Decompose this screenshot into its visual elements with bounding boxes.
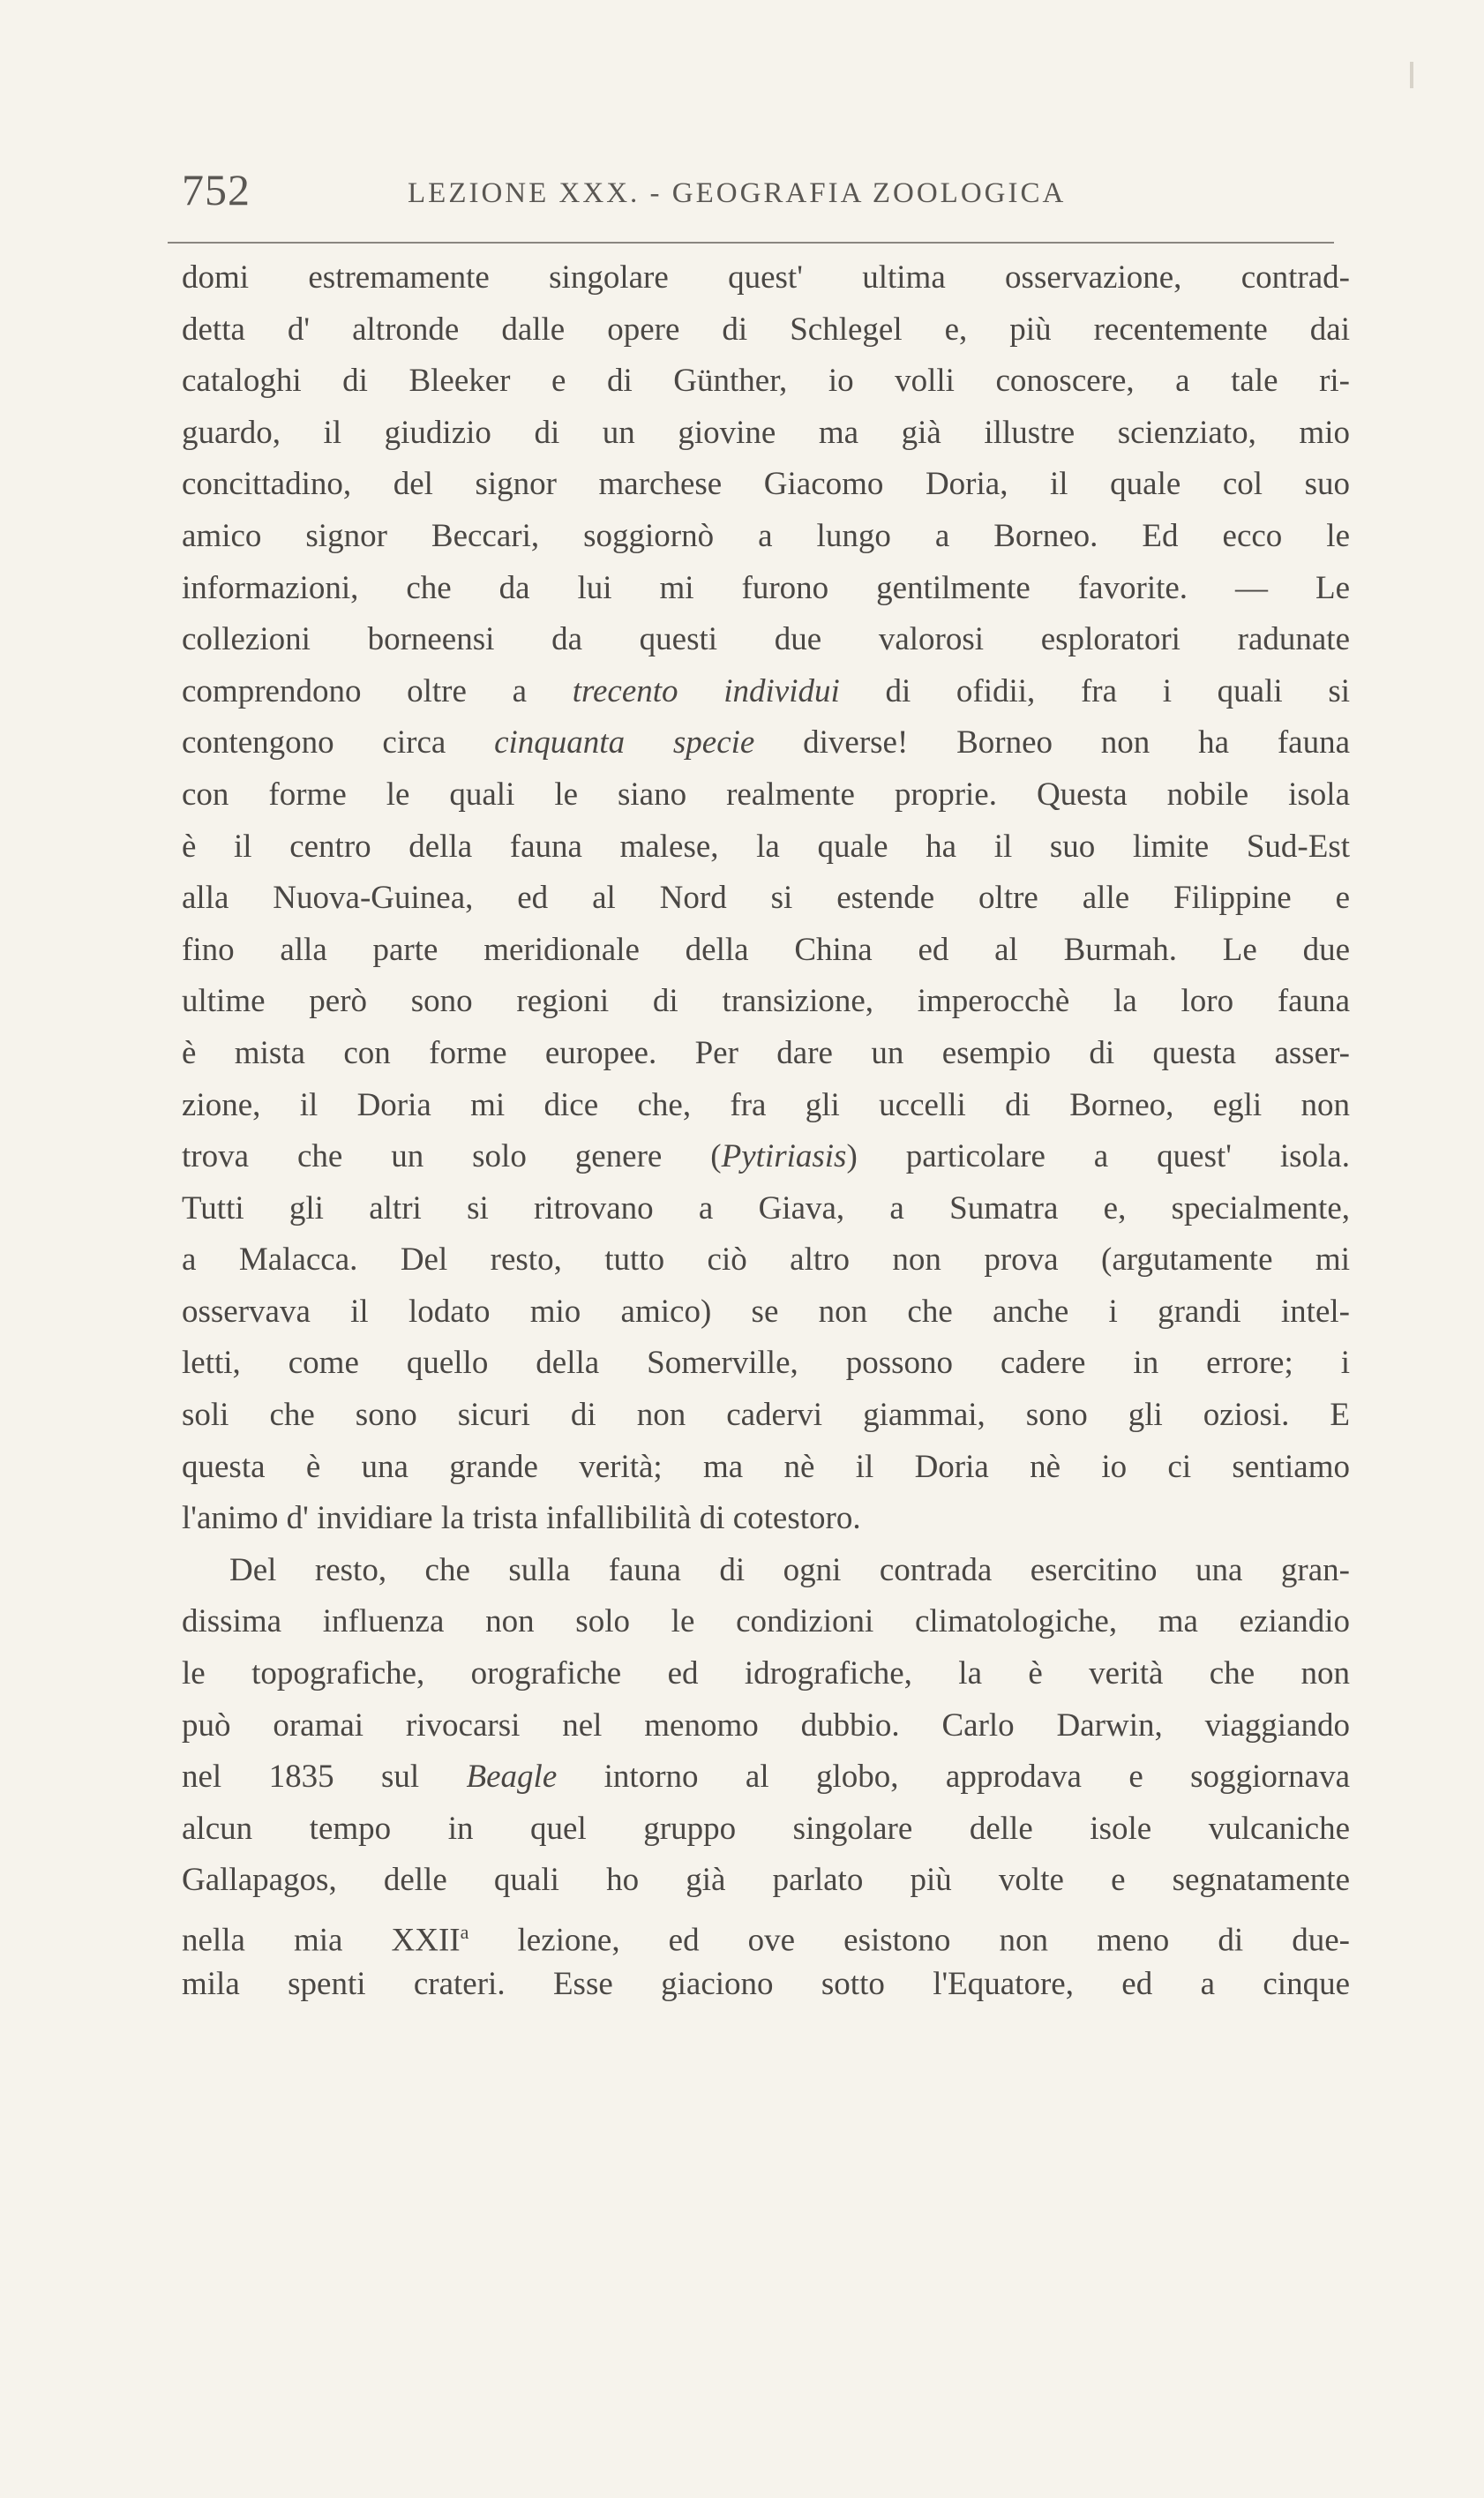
text-line: guardo, il giudizio di un giovine ma già illustre scienziato, mio (182, 414, 1350, 451)
page-number: 752 (182, 165, 251, 214)
superscript: a (460, 1921, 469, 1943)
header-rule (168, 242, 1334, 244)
running-title: LEZIONE XXX. - GEOGRAFIA ZOOLOGICA (408, 177, 1067, 209)
text-line: cataloghi di Bleeker e di Günther, io volli conoscere, a tale ri- (182, 363, 1350, 400)
text-line: questa è una grande verità; ma nè il Doria nè io ci sentiamo (182, 1448, 1350, 1485)
paragraph-2 (182, 1545, 1350, 2010)
text-line: soli che sono sicuri di non cadervi giammai, sono gli oziosi. E (182, 1397, 1350, 1434)
text-line: trova che un solo genere (Pytiriasis) particolare a quest' isola. (182, 1138, 1350, 1175)
italic-phrase: trecento individui (572, 672, 840, 709)
text-line: domi estremamente singolare quest' ultima osservazione, contrad- (182, 259, 1350, 296)
text-line: può oramai rivocarsi nel menomo dubbio. Carlo Darwin, viaggiando (182, 1707, 1350, 1744)
page-header (182, 163, 1346, 225)
text-line: nella mia XXII$^a$ lezione, ed ove esistono non meno di due- (182, 1921, 1350, 1959)
text-line: zione, il Doria mi dice che, fra gli uccelli di Borneo, egli non (182, 1086, 1350, 1123)
text-line: detta d' altronde dalle opere di Schlegel e, più recentemente dai (182, 311, 1350, 348)
text-line: amico signor Beccari, soggiornò a lungo a Borneo. Ed ecco le (182, 517, 1350, 554)
text-line: collezioni borneensi da questi due valorosi esploratori radunate (182, 621, 1350, 658)
body-text (182, 252, 1350, 2010)
italic-phrase: Beagle (466, 1759, 558, 1796)
text-line: fino alla parte meridionale della China ed al Burmah. Le due (182, 931, 1350, 968)
text-line: è mista con forme europee. Per dare un esempio di questa asser- (182, 1034, 1350, 1071)
paper-mark (1410, 62, 1413, 88)
text-line: contengono circa cinquanta specie diverse! Borneo non ha fauna (182, 724, 1350, 761)
text-line: è il centro della fauna malese, la quale ha il suo limite Sud-Est (182, 828, 1350, 865)
text-line: nel 1835 sul Beagle intorno al globo, approdava e soggiornava (182, 1759, 1350, 1796)
text-line: alla Nuova-Guinea, ed al Nord si estende oltre alle Filippine e (182, 880, 1350, 917)
text-line: Del resto, che sulla fauna di ogni contrada esercitino una gran- (229, 1551, 1350, 1588)
italic-phrase: Pytiriasis (721, 1138, 847, 1175)
text-line: informazioni, che da lui mi furono gentilmente favorite. — Le (182, 569, 1350, 606)
text-line: con forme le quali le siano realmente proprie. Questa nobile isola (182, 776, 1350, 813)
text-line: concittadino, del signor marchese Giacomo Doria, il quale col suo (182, 466, 1350, 503)
text-line: osservava il lodato mio amico) se non che anche i grandi intel- (182, 1293, 1350, 1330)
text-line: comprendono oltre a trecento individui di ofidii, fra i quali si (182, 672, 1350, 709)
text-line: Gallapagos, delle quali ho già parlato più volte e segnatamente (182, 1862, 1350, 1899)
text-line: ultime però sono regioni di transizione, imperocchè la loro fauna (182, 983, 1350, 1020)
text-line: mila spenti crateri. Esse giaciono sotto l'Equatore, ed a cinque (182, 1965, 1350, 2002)
text-line: a Malacca. Del resto, tutto ciò altro non prova (argutamente mi (182, 1241, 1350, 1279)
italic-phrase: cinquanta specie (494, 724, 755, 761)
text-line: letti, come quello della Somerville, possono cadere in errore; i (182, 1345, 1350, 1382)
text-line: Tutti gli altri si ritrovano a Giava, a Sumatra e, specialmente, (182, 1189, 1350, 1226)
text-line: alcun tempo in quel gruppo singolare delle isole vulcaniche (182, 1810, 1350, 1847)
text-line: dissima influenza non solo le condizioni climatologiche, ma eziandio (182, 1603, 1350, 1640)
paragraph-1 (182, 252, 1350, 1545)
text-line: le topografiche, orografiche ed idrografiche, la è verità che non (182, 1655, 1350, 1692)
text-line: l'animo d' invidiare la trista infallibilità di cotestoro. (182, 1500, 861, 1537)
